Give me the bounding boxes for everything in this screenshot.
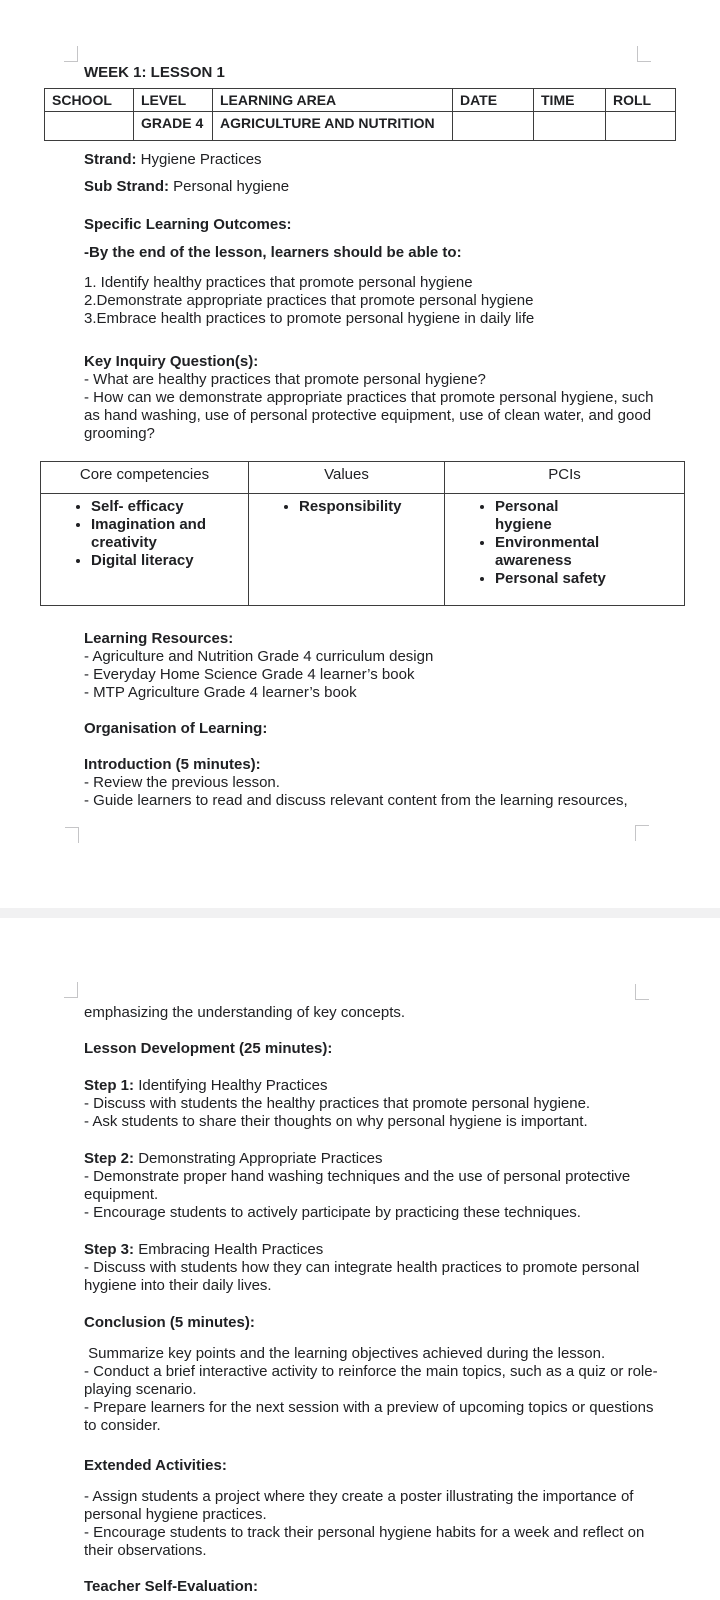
step-3-label: Step 3:	[84, 1241, 135, 1258]
core-competencies-list	[41, 498, 248, 570]
resource-item-2: - Everyday Home Science Grade 4 learner’s book	[84, 666, 415, 683]
inquiry-line-4: grooming?	[84, 425, 155, 442]
step-3-line: hygiene into their daily lives.	[84, 1277, 272, 1294]
step-1-label: Step 1:	[84, 1077, 135, 1094]
step-2-line: - Demonstrate proper hand washing techniques and the use of personal protective	[84, 1168, 631, 1185]
extended-activities-heading: Extended Activities:	[84, 1457, 227, 1474]
conclusion-line: - Conduct a brief interactive activity to reinforce the main topics, such as a quiz or role-	[84, 1363, 658, 1380]
step-2-label: Step 2:	[84, 1150, 135, 1167]
step-1-line: - Ask students to share their thoughts on why personal hygiene is important.	[84, 1113, 588, 1130]
page-break-band	[0, 908, 720, 918]
resources-list	[84, 648, 720, 702]
values-list	[249, 498, 444, 516]
lesson-title: WEEK 1: LESSON 1	[84, 64, 225, 81]
info-header-time: TIME	[534, 89, 606, 112]
strand-label: Strand:	[84, 151, 137, 168]
values-cell	[249, 494, 445, 606]
step-2-title: Demonstrating Appropriate Practices	[138, 1150, 383, 1167]
outcome-item-2: 2.Demonstrate appropriate practices that promote personal hygiene	[84, 292, 534, 309]
step-1-lines	[84, 1095, 720, 1131]
step-3-line: - Discuss with students how they can integrate health practices to promote personal	[84, 1259, 640, 1276]
continuation-line: emphasizing the understanding of key concepts.	[84, 1004, 406, 1021]
inquiry-heading: Key Inquiry Question(s):	[84, 353, 259, 370]
competencies-values-pcis-table	[40, 461, 685, 606]
pci-item: • Personal hygiene	[495, 498, 607, 534]
page1-bottom-left-margin-mark	[65, 827, 79, 843]
resources-heading: Learning Resources:	[84, 630, 234, 647]
step-2-line: - Encourage students to actively participate by practicing these techniques.	[84, 1204, 581, 1221]
outcome-item-1: 1. Identify healthy practices that promote personal hygiene	[84, 274, 473, 291]
step-3-heading	[84, 1241, 720, 1259]
extended-activities-lines	[84, 1488, 720, 1560]
info-header-level: LEVEL	[134, 89, 213, 112]
info-value-learning-area: AGRICULTURE AND NUTRITION	[213, 112, 453, 141]
info-header-learning-area: LEARNING AREA	[213, 89, 453, 112]
pci-item: • Environmental awareness	[495, 534, 607, 570]
strand-line	[84, 151, 720, 169]
introduction-lines	[84, 774, 720, 810]
organisation-heading: Organisation of Learning:	[84, 720, 268, 737]
extended-activity-line: personal hygiene practices.	[84, 1506, 267, 1523]
introduction-heading: Introduction (5 minutes):	[84, 756, 261, 773]
matrix-header-core-competencies: Core competencies	[41, 462, 249, 494]
sub-strand-label: Sub Strand:	[84, 178, 169, 195]
teacher-self-evaluation-heading: Teacher Self-Evaluation:	[84, 1578, 258, 1595]
page1-bottom-right-margin-mark	[635, 825, 649, 841]
pci-item: • Personal safety	[495, 570, 607, 588]
inquiry-questions	[84, 371, 720, 443]
info-header-school: SCHOOL	[45, 89, 134, 112]
step-1-heading	[84, 1077, 720, 1095]
sub-strand-value: Personal hygiene	[173, 178, 290, 195]
core-competencies-cell	[41, 494, 249, 606]
page1-top-left-margin-mark	[64, 46, 78, 62]
outcomes-list	[84, 274, 720, 328]
matrix-header-row	[41, 462, 685, 494]
info-value-date	[453, 112, 534, 141]
info-value-level: GRADE 4	[134, 112, 213, 141]
introduction-line-1: - Review the previous lesson.	[84, 774, 280, 791]
strand-value: Hygiene Practices	[140, 151, 262, 168]
info-value-time	[534, 112, 606, 141]
step-1-title: Identifying Healthy Practices	[138, 1077, 328, 1094]
conclusion-line: playing scenario.	[84, 1381, 197, 1398]
conclusion-line: Summarize key points and the learning objectives achieved during the lesson.	[84, 1345, 606, 1362]
page2-top-left-margin-mark	[64, 982, 78, 998]
extended-activity-line: - Encourage students to track their personal hygiene habits for a week and reflect on	[84, 1524, 645, 1541]
outcomes-heading: Specific Learning Outcomes:	[84, 216, 292, 233]
info-table-header-row	[45, 89, 676, 112]
matrix-body-row	[41, 494, 685, 606]
matrix-header-values: Values	[249, 462, 445, 494]
core-competency-item: • Imagination and creativity	[91, 516, 219, 552]
resource-item-1: - Agriculture and Nutrition Grade 4 curriculum design	[84, 648, 434, 665]
step-2-heading	[84, 1150, 720, 1168]
inquiry-line-1: - What are healthy practices that promote personal hygiene?	[84, 371, 486, 388]
sub-strand-line	[84, 178, 720, 196]
step-2-line: equipment.	[84, 1186, 159, 1203]
core-competency-item: • Self- efficacy	[91, 498, 219, 516]
document-page-2	[0, 918, 720, 1600]
info-header-date: DATE	[453, 89, 534, 112]
lesson-info-table	[44, 88, 676, 141]
page1-top-right-margin-mark	[637, 46, 651, 62]
pcis-cell	[445, 494, 685, 606]
conclusion-heading: Conclusion (5 minutes):	[84, 1314, 255, 1331]
extended-activity-line: - Assign students a project where they create a poster illustrating the importance of	[84, 1488, 634, 1505]
conclusion-line: to consider.	[84, 1417, 161, 1434]
outcomes-intro: -By the end of the lesson, learners should be able to:	[84, 244, 462, 261]
inquiry-line-3: as hand washing, use of personal protective equipment, use of clean water, and good	[84, 407, 652, 424]
step-1-line: - Discuss with students the healthy practices that promote personal hygiene.	[84, 1095, 591, 1112]
outcome-item-3: 3.Embrace health practices to promote personal hygiene in daily life	[84, 310, 535, 327]
conclusion-lines	[84, 1345, 720, 1435]
info-table-value-row	[45, 112, 676, 141]
info-value-roll	[606, 112, 676, 141]
page2-top-right-margin-mark	[635, 984, 649, 1000]
core-competency-item: • Digital literacy	[91, 552, 219, 570]
info-header-roll: ROLL	[606, 89, 676, 112]
extended-activity-line: their observations.	[84, 1542, 207, 1559]
step-2-lines	[84, 1168, 720, 1222]
step-3-title: Embracing Health Practices	[138, 1241, 324, 1258]
introduction-line-2: - Guide learners to read and discuss relevant content from the learning resources,	[84, 792, 628, 809]
resource-item-3: - MTP Agriculture Grade 4 learner’s book	[84, 684, 357, 701]
inquiry-line-2: - How can we demonstrate appropriate practices that promote personal hygiene, such	[84, 389, 654, 406]
step-3-lines	[84, 1259, 720, 1295]
conclusion-line: - Prepare learners for the next session with a preview of upcoming topics or questions	[84, 1399, 654, 1416]
info-value-school	[45, 112, 134, 141]
development-heading: Lesson Development (25 minutes):	[84, 1040, 333, 1057]
pcis-list	[445, 498, 684, 588]
value-item: • Responsibility	[299, 498, 444, 516]
matrix-header-pcis: PCIs	[445, 462, 685, 494]
